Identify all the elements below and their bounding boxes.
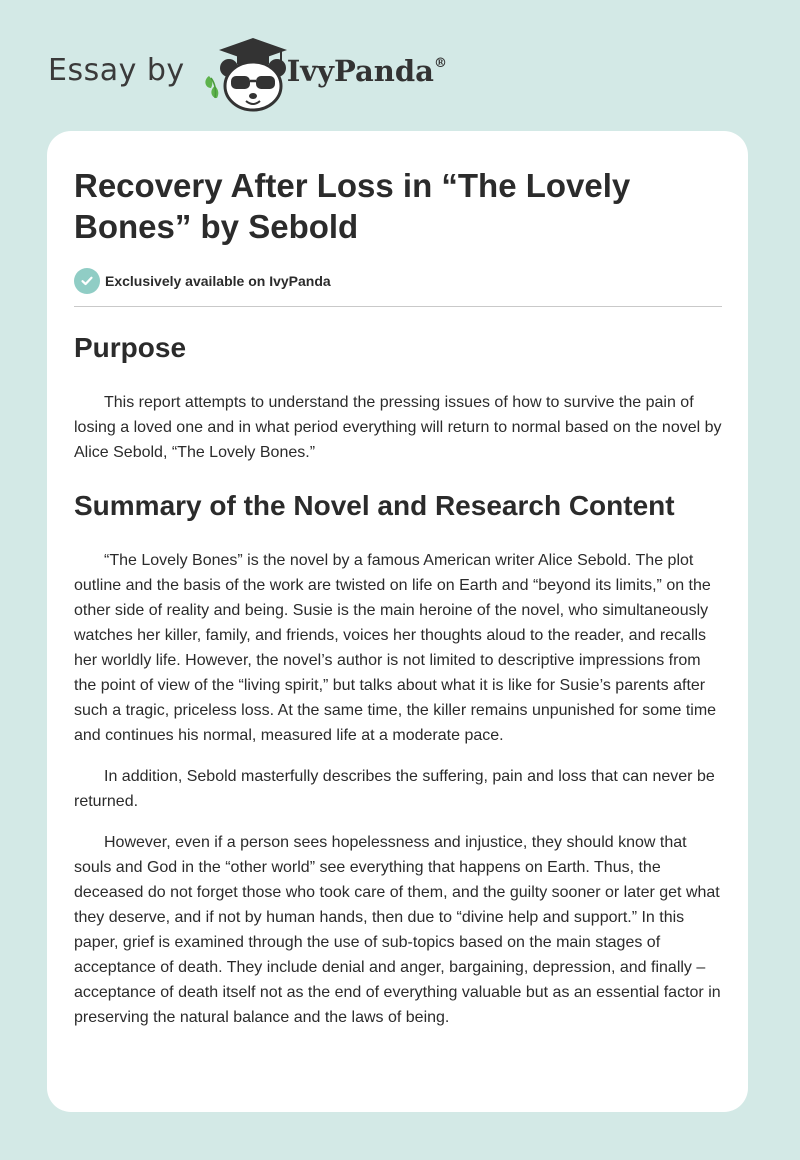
essay-card [47, 131, 748, 1112]
ivypanda-logo[interactable] [201, 36, 447, 112]
paragraph: This report attempts to understand the pressing issues of how to survive the pain of losing a loved one and in what period everything will return to normal based on the novel by Alice Sebold, “The Lovely Bones.” [74, 394, 722, 461]
section-heading-summary: Summary of the Novel and Research Content [74, 490, 675, 521]
paragraph: However, even if a person sees hopelessness and injustice, they should know that souls and God in the “other world” see everything that happens on Earth. Thus, the deceased do not forget those who took care of them, and the guilty sooner or later get what they deserve, and if not by human hands, then due to “divine help and support.” In this paper, grief is examined through the use of sub-topics based on the main stages of acceptance of death. They include denial and anger, bargaining, depression, and finally – acceptance of death itself not as the end of everything valuable but as an essential factor in preserving the natural balance and the laws of being. [74, 834, 721, 1026]
essay-title: Recovery After Loss in “The Lovely Bones” by Sebold [74, 167, 631, 245]
site-header [48, 34, 447, 114]
section-heading-purpose: Purpose [74, 332, 187, 363]
essay-by-label: Essay by [48, 52, 185, 88]
paragraph: In addition, Sebold masterfully describes the suffering, pain and loss that can never be returned. [74, 768, 715, 810]
brand-name: IvyPanda® [286, 54, 447, 88]
exclusive-label: Exclusively available on IvyPanda [105, 273, 331, 289]
paragraph: “The Lovely Bones” is the novel by a famous American writer Alice Sebold. The plot outline and the basis of the work are twisted on life on Earth and “beyond its limits,” on the other side of reality and being. Susie is the main heroine of the novel, who simultaneously watches her killer, family, and friends, voices her thoughts aloud to the reader, and recalls her worldly life. However, the novel’s author is not limited to descriptive impressions from the point of view of the “living spirit,” but talks about what it is like for Susie’s parents after such a tragic, priceless loss. At the same time, the killer remains unpunished for some time and continues his normal, measured life at a moderate pace. [74, 552, 717, 744]
divider [74, 306, 722, 307]
check-circle-icon [74, 268, 100, 294]
panda-graduate-icon [201, 36, 293, 112]
registered-mark: ® [433, 56, 447, 71]
exclusive-badge [74, 268, 722, 294]
